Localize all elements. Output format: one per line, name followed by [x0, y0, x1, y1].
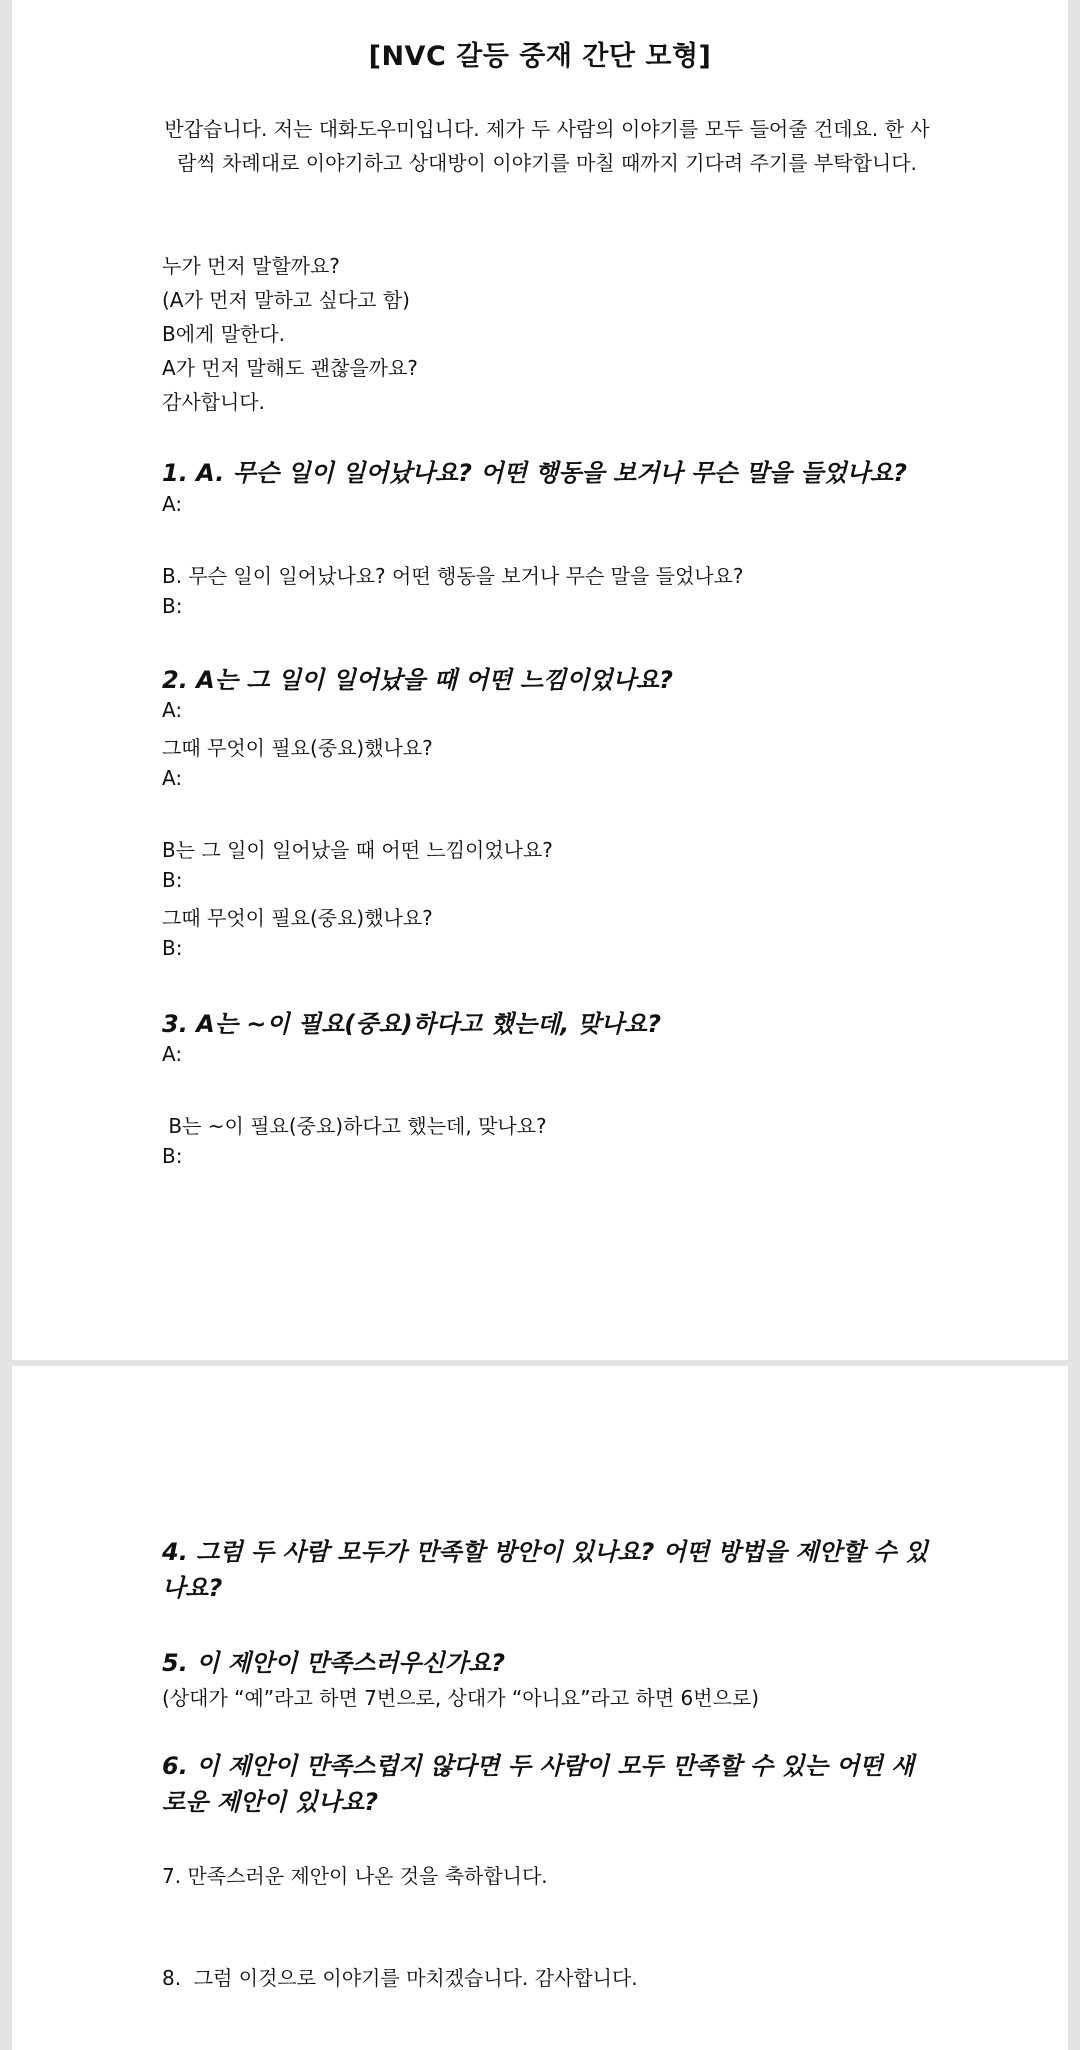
- q1-b-question: B. 무슨 일이 일어났나요? 어떤 행동을 보거나 무슨 말을 들었나요?: [162, 564, 744, 588]
- question-5-heading: 5. 이 제안이 만족스러우신가요?: [162, 1649, 506, 1677]
- opening-line-3: B에게 말한다.: [162, 322, 286, 346]
- q2-b-need-question: 그때 무엇이 필요(중요)했나요?: [162, 906, 433, 930]
- document-page-1: [12, 0, 1068, 1360]
- q1-a-answer-label: A:: [162, 492, 183, 516]
- q3-b-answer-label: B:: [162, 1144, 183, 1168]
- opening-line-2: (A가 먼저 말하고 싶다고 함): [162, 288, 410, 312]
- question-1-heading: 1. A. 무슨 일이 일어났나요? 어떤 행동을 보거나 무슨 말을 들었나요?: [162, 459, 907, 487]
- q3-a-answer-label: A:: [162, 1042, 183, 1066]
- question-4-heading: 4. 그럼 두 사람 모두가 만족할 방안이 있나요? 어떤 방법을 제안할 수 있나요?: [162, 1538, 928, 1602]
- q2-b-answer-label-1: B:: [162, 868, 183, 892]
- q3-b-question: B는 ~이 필요(중요)하다고 했는데, 맞나요?: [162, 1114, 547, 1138]
- step-7-text: 7. 만족스러운 제안이 나온 것을 축하합니다.: [162, 1864, 548, 1888]
- q2-a-need-question: 그때 무엇이 필요(중요)했나요?: [162, 736, 433, 760]
- q2-a-answer-label-1: A:: [162, 698, 183, 722]
- opening-line-1: 누가 먼저 말할까요?: [162, 254, 340, 278]
- question-3-heading: 3. A는 ~이 필요(중요)하다고 했는데, 맞나요?: [162, 1010, 662, 1038]
- q1-b-answer-label: B:: [162, 594, 183, 618]
- intro-paragraph: 반갑습니다. 저는 대화도우미입니다. 제가 두 사람의 이야기를 모두 들어줄 건데요. 한 사람씩 차례대로 이야기하고 상대방이 이야기를 마칠 때까지 기다려 주기를 부탁합니다.: [164, 117, 930, 175]
- document-title: [NVC 갈등 중재 간단 모형]: [368, 41, 712, 72]
- step-8-text: 8. 그럼 이것으로 이야기를 마치겠습니다. 감사합니다.: [162, 1966, 638, 1990]
- opening-line-4: A가 먼저 말해도 괜찮을까요?: [162, 356, 418, 380]
- q2-a-answer-label-2: A:: [162, 766, 183, 790]
- q2-b-answer-label-2: B:: [162, 936, 183, 960]
- question-6-heading: 6. 이 제안이 만족스럽지 않다면 두 사람이 모두 만족할 수 있는 어떤 새로운 제안이 있나요?: [162, 1752, 915, 1816]
- question-2-heading: 2. A는 그 일이 일어났을 때 어떤 느낌이었나요?: [162, 666, 673, 694]
- document-page-2: [12, 1366, 1068, 2050]
- opening-line-5: 감사합니다.: [162, 390, 265, 414]
- q5-note: (상대가 “예”라고 하면 7번으로, 상대가 “아니요”라고 하면 6번으로): [162, 1686, 760, 1710]
- q2-b-feeling-question: B는 그 일이 일어났을 때 어떤 느낌이었나요?: [162, 838, 553, 862]
